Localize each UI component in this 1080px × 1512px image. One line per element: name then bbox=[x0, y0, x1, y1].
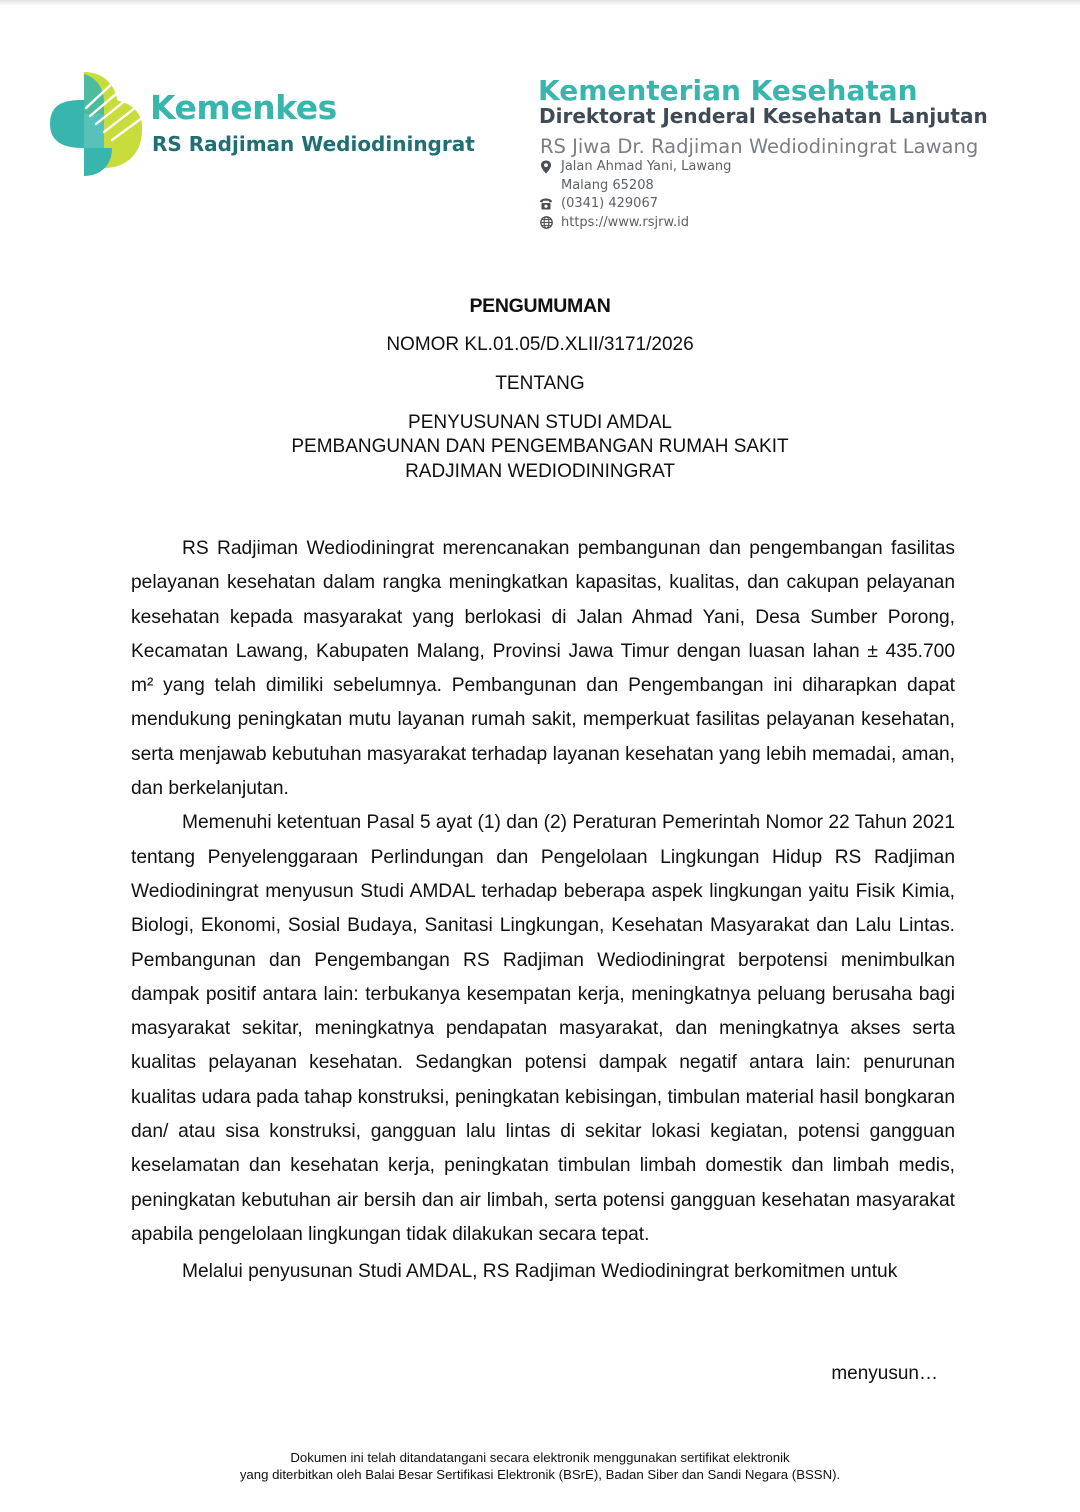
announcement-body bbox=[131, 532, 955, 1290]
document-about: TENTANG bbox=[495, 373, 585, 394]
footer-line-2: yang diterbitkan oleh Balai Besar Sertifikasi Elektronik (BSrE), Badan Siber dan Sandi Negara (BSSN). bbox=[239, 1467, 841, 1482]
address-line-1: Jalan Ahmad Yani, Lawang bbox=[561, 159, 732, 174]
address-line-2: Malang 65208 bbox=[561, 178, 654, 193]
directorate-name: Direktorat Jenderal Kesehatan Lanjutan bbox=[539, 104, 988, 128]
ministry-name: Kementerian Kesehatan bbox=[538, 74, 918, 107]
brand-subtitle: RS Radjiman Wediodiningrat bbox=[152, 132, 475, 156]
document-number: NOMOR KL.01.05/D.XLII/3171/2026 bbox=[386, 334, 694, 355]
address-row bbox=[539, 159, 731, 174]
body-paragraph-1: RS Radjiman Wediodiningrat merencanakan pembangunan dan pengembangan fasilitas pelayanan kesehatan dalam rangka meningkatkan kapasitas, kualitas, dan cakupan pelayanan kesehatan kepada masyarakat yang berlokasi di Jalan Ahmad Yani, Desa Sumber Porong, Kecamatan Lawang, Kabupaten Malang, Provinsi Jawa Timur dengan luasan lahan ± 435.700 m² yang telah dimiliki sebelumnya. Pembangunan dan Pengembangan ini diharapkan dapat mendukung peningkatan mutu layanan rumah sakit, memperkuat fasilitas pelayanan kesehatan, serta menjawab kebutuhan masyarakat terhadap layanan kesehatan yang lebih memadai, aman, dan berkelanjutan. bbox=[131, 538, 955, 800]
document-heading: PENGUMUMAN bbox=[469, 295, 611, 317]
location-pin-icon bbox=[539, 160, 553, 174]
body-paragraph-2: Memenuhi ketentuan Pasal 5 ayat (1) dan (2) Peraturan Pemerintah Nomor 22 Tahun 2021 tentang Penyelenggaraan Perlindungan dan Pengelolaan Lingkungan Hidup RS Radjiman Wediodiningrat menyusun Studi AMDAL terhadap beberapa aspek lingkungan yaitu Fisik Kimia, Biologi, Ekonomi, Sosial Budaya, Sanitasi Lingkungan, Kesehatan Masyarakat dan Lalu Lintas. Pembangunan dan Pengembangan RS Radjiman Wediodiningrat berpotensi menimbulkan dampak positif antara lain: terbukanya kesempatan kerja, meningkatnya peluang berusaha bagi masyarakat sekitar, meningkatnya pendapatan masyarakat, dan meningkatnya akses serta kualitas pelayanan kesehatan. Sedangkan potensi dampak negatif antara lain: penurunan kualitas udara pada tahap konstruksi, peningkatan kebisingan, timbulan material hasil bongkaran dan/ atau sisa konstruksi, gangguan lalu lintas di sekitar lokasi kegiatan, potensi gangguan keselamatan dan kesehatan kerja, peningkatan timbulan limbah domestik dan limbah medis, peningkatan kebutuhan air bersih dan air limbah, serta potensi gangguan kesehatan masyarakat apabila pengelolaan lingkungan tidak dilakukan secara tepat. bbox=[131, 812, 955, 1245]
phone-number: (0341) 429067 bbox=[561, 196, 658, 211]
page-top-shadow bbox=[0, 0, 1080, 6]
subject-line-3: RADJIMAN WEDIODININGRAT bbox=[405, 461, 675, 482]
globe-icon bbox=[539, 216, 553, 230]
hospital-name: RS Jiwa Dr. Radjiman Wediodiningrat Lawang bbox=[540, 135, 979, 158]
kemenkes-logo-icon bbox=[46, 70, 146, 178]
footer-line-1: Dokumen ini telah ditandatangani secara elektronik menggunakan sertifikat elektronik bbox=[290, 1450, 790, 1465]
page-continuation: menyusun… bbox=[831, 1363, 938, 1384]
address-row-2 bbox=[561, 178, 654, 193]
body-paragraph-3: Melalui penyusunan Studi AMDAL, RS Radjiman Wediodiningrat berkomitmen untuk bbox=[182, 1261, 898, 1283]
website-row bbox=[539, 215, 689, 230]
phone-row bbox=[539, 196, 658, 211]
website-url: https://www.rsjrw.id bbox=[561, 215, 689, 230]
brand-name: Kemenkes bbox=[150, 88, 337, 127]
telephone-icon bbox=[539, 197, 553, 211]
subject-line-1: PENYUSUNAN STUDI AMDAL bbox=[408, 412, 672, 433]
subject-line-2: PEMBANGUNAN DAN PENGEMBANGAN RUMAH SAKIT bbox=[291, 436, 789, 457]
